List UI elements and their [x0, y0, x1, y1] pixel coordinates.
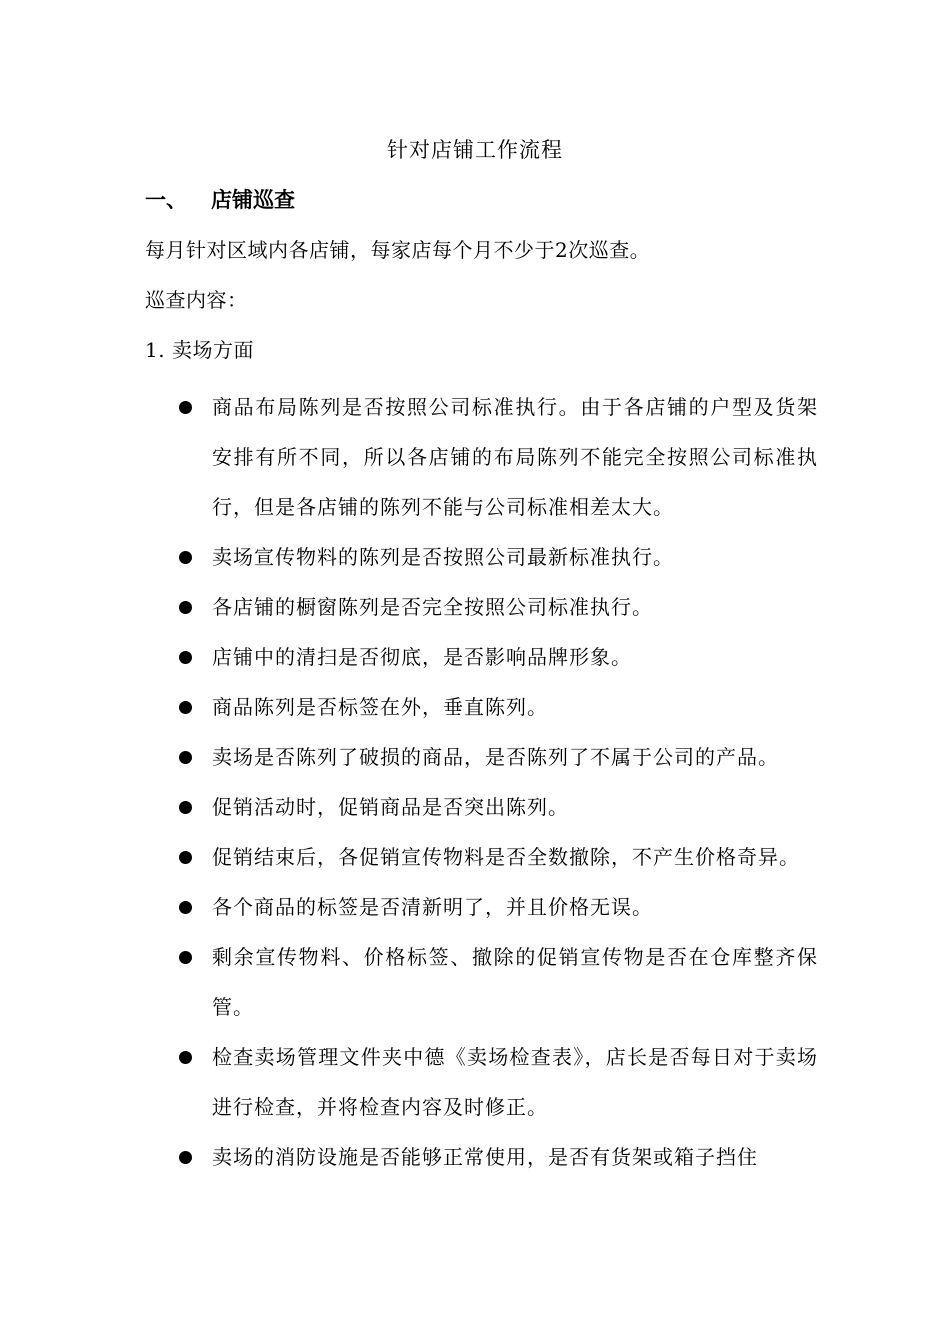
bullet-icon [179, 901, 192, 914]
bullet-icon [179, 701, 192, 714]
bullet-icon [179, 801, 192, 814]
bullet-icon [179, 1151, 192, 1164]
list-item [178, 1132, 818, 1182]
list-item [178, 1032, 818, 1132]
content-label: 巡查内容： [145, 288, 248, 312]
bullet-icon [179, 651, 192, 664]
list-item [178, 532, 818, 582]
list-item [178, 932, 818, 1032]
list-item-text: 商品陈列是否标签在外，垂直陈列。 [212, 695, 548, 719]
list-item-text: 商品布局陈列是否按照公司标准执行。由于各店铺的户型及货架安排有所不同，所以各店铺的布局陈列不能完全按照公司标准执行，但是各店铺的陈列不能与公司标准相差太大。 [212, 395, 818, 519]
list-item [178, 632, 818, 682]
document-title: 针对店铺工作流程 [387, 138, 563, 162]
list-item [178, 782, 818, 832]
bullet-icon [179, 401, 192, 414]
list-item [178, 682, 818, 732]
list-item [178, 732, 818, 782]
list-item-text: 卖场是否陈列了破损的商品，是否陈列了不属于公司的产品。 [212, 745, 779, 769]
list-item-text: 各个商品的标签是否清新明了，并且价格无误。 [212, 895, 653, 919]
bullet-icon [179, 951, 192, 964]
bullet-icon [179, 551, 192, 564]
list-item-text: 促销结束后，各促销宣传物料是否全数撤除，不产生价格奇异。 [212, 845, 800, 869]
intro-paragraph: 每月针对区域内各店铺，每家店每个月不少于2次巡查。 [145, 238, 651, 262]
list-item-text: 促销活动时，促销商品是否突出陈列。 [212, 795, 569, 819]
subsection-heading: 1. 卖场方面 [145, 338, 254, 362]
bullet-icon [179, 601, 192, 614]
list-item [178, 882, 818, 932]
list-item [178, 832, 818, 882]
bullet-icon [179, 851, 192, 864]
list-item-text: 各店铺的橱窗陈列是否完全按照公司标准执行。 [212, 595, 653, 619]
section-number: 一、 [145, 187, 187, 212]
bullet-icon [179, 751, 192, 764]
section-title: 店铺巡查 [211, 187, 295, 212]
list-item-text: 卖场宣传物料的陈列是否按照公司最新标准执行。 [212, 545, 674, 569]
list-item-text: 卖场的消防设施是否能够正常使用，是否有货架或箱子挡住 [212, 1145, 758, 1169]
bullet-icon [179, 1051, 192, 1064]
list-item [178, 382, 818, 532]
list-item-text: 检查卖场管理文件夹中德《卖场检查表》，店长是否每日对于卖场进行检查，并将检查内容及时修正。 [212, 1045, 818, 1119]
list-item [178, 582, 818, 632]
inspection-checklist [178, 382, 818, 1182]
list-item-text: 店铺中的清扫是否彻底，是否影响品牌形象。 [212, 645, 632, 669]
section-heading [145, 184, 295, 216]
list-item-text: 剩余宣传物料、价格标签、撤除的促销宣传物是否在仓库整齐保管。 [212, 945, 818, 1019]
